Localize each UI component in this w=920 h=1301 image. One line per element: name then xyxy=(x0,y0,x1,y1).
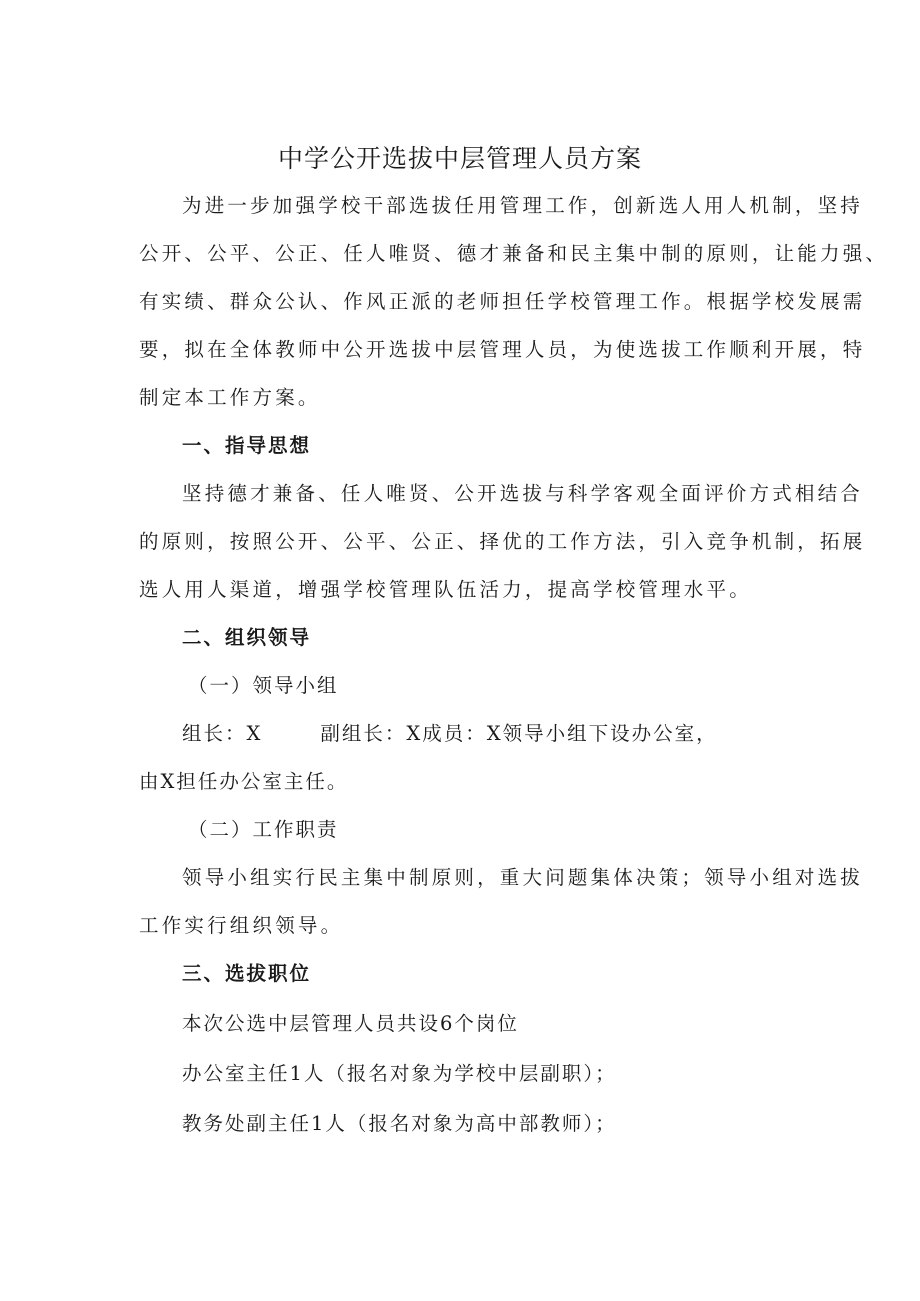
subsection-leadership-group: （一）领导小组 xyxy=(188,674,339,697)
group-members-line xyxy=(182,720,718,748)
intro-line-2: 公开、公平、公正、任人唯贤、德才兼备和民主集中制的原则，让能力强、 xyxy=(139,242,889,265)
intro-line-1: 为进一步加强学校干部选拔任用管理工作，创新选人用人机制，坚持 xyxy=(182,194,864,217)
group-leader: 组长：X xyxy=(182,722,263,745)
intro-line-5: 制定本工作方案。 xyxy=(139,386,321,409)
section-heading-positions: 三、选拔职位 xyxy=(182,962,312,985)
positions-line-1: 本次公选中层管理人员共设6个岗位 xyxy=(182,1012,519,1035)
intro-line-3: 有实绩、群众公认、作风正派的老师担任学校管理工作。根据学校发展需 xyxy=(139,290,866,313)
group-members-rest: 副组长：X成员：X领导小组下设办公室， xyxy=(320,722,718,745)
section1-line-3: 选人用人渠道，增强学校管理队伍活力，提高学校管理水平。 xyxy=(139,578,752,601)
section-heading-organization: 二、组织领导 xyxy=(182,626,312,649)
intro-line-4: 要，拟在全体教师中公开选拔中层管理人员，为使选拔工作顺利开展，特 xyxy=(139,338,866,361)
office-director-line: 由X担任办公室主任。 xyxy=(139,770,349,793)
positions-line-3: 教务处副主任1人（报名对象为高中部教师）； xyxy=(182,1112,617,1135)
section-heading-guiding-ideology: 一、指导思想 xyxy=(182,434,312,457)
section1-line-1: 坚持德才兼备、任人唯贤、公开选拔与科学客观全面评价方式相结合 xyxy=(182,482,864,505)
positions-line-2: 办公室主任1人（报名对象为学校中层副职）； xyxy=(182,1062,617,1085)
duties-line-1: 领导小组实行民主集中制原则，重大问题集体决策；领导小组对选拔 xyxy=(182,866,864,889)
section1-line-2: 的原则，按照公开、公平、公正、择优的工作方法，引入竞争机制，拓展 xyxy=(139,530,866,553)
subsection-duties: （二）工作职责 xyxy=(188,818,339,841)
duties-line-2: 工作实行组织领导。 xyxy=(139,914,344,937)
document-title: 中学公开选拔中层管理人员方案 xyxy=(277,144,642,173)
